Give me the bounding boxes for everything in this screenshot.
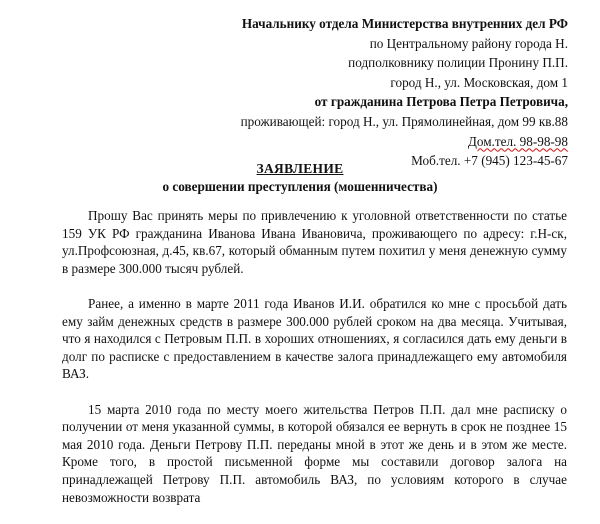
addressee-address: город Н., ул. Московская, дом 1 xyxy=(390,74,568,90)
paragraph-loan: Ранее, а именно в марте 2011 года Иванов И.И. обратился ко мне с просьбой дать ему займ денежных средств в размере 300.000 рублей сроком на два месяца. Учитывая, что я находился с Петровым П.П. в хороших отношениях, я согласился дать ему деньги в долг по расписке с предоставлением в качестве залога принадлежащего ему автомобиля ВАЗ. xyxy=(62,295,567,382)
statement-subtitle: о совершении преступления (мошенничества) xyxy=(162,179,438,194)
addressee-block xyxy=(208,14,568,171)
statement-body xyxy=(62,207,567,524)
statement-title: ЗАЯВЛЕНИЕ xyxy=(256,161,344,176)
statement-heading xyxy=(0,160,600,196)
addressee-name: подполковнику полиции Пронину П.П. xyxy=(348,55,568,71)
paragraph-request: Прошу Вас принять меры по привлечению к уголовной ответственности по статье 159 УК РФ гражданина Иванова Ивана Ивановича, проживающего по адресу: г.Н-ск, ул.Профсоюзная, д.45, кв.67, который обманным путем похитил у меня денежную сумму в размере 300.000 тысяч рублей. xyxy=(62,208,567,276)
sender-address: проживающей: город Н., ул. Прямолинейная, дом 99 кв.88 xyxy=(240,113,568,129)
paragraph-receipt: 15 марта 2010 года по месту моего жительства Петров П.П. дал мне расписку о получении от меня указанной суммы, в которой обязался ее вернуть в срок не позднее 15 мая 2010 года. Деньги Петрову П.П. переданы мной в этот же день и в этом же месте. Кроме того, в простой письменной форме мы составили договор залога на принадлежащей Петрову П.П. автомобиль ВАЗ, по условиям которого в случае невозможности возврата xyxy=(62,401,567,505)
sender-mobile-phone: Моб.тел. +7 (945) 123-45-67 xyxy=(411,153,568,169)
addressee-district: по Центральному району города Н. xyxy=(369,35,568,51)
sender-home-phone: Дом.тел. 98-98-98 xyxy=(467,133,568,149)
addressee-title: Начальнику отдела Министерства внутренних дел РФ xyxy=(241,16,568,31)
sender-name: от гражданина Петрова Петра Петровича, xyxy=(314,94,568,110)
